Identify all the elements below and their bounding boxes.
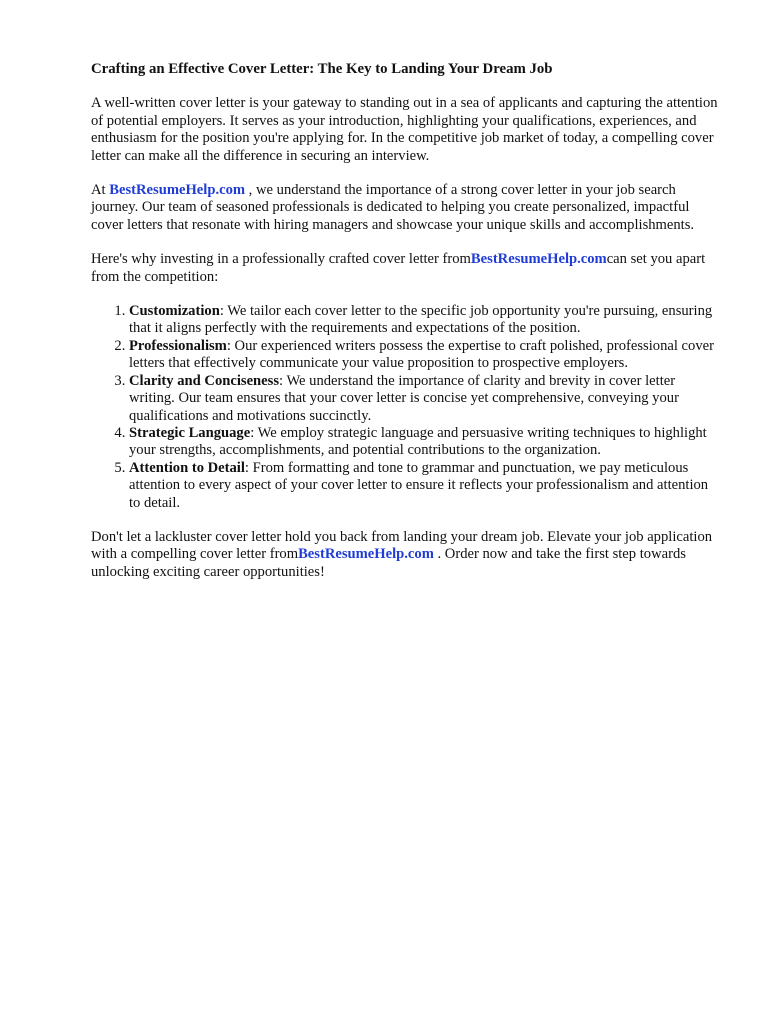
- list-item-text: : Our experienced writers possess the expertise to craft polished, professional cover letters that effectively communicate your value proposition to prospective employers.: [129, 337, 714, 372]
- benefits-list: [91, 303, 719, 512]
- list-item-text: : We understand the importance of clarity and brevity in cover letter writing. Our team ensures that your cover letter is concise yet comprehensive, conveying your qualifications and motivations succinctly.: [129, 372, 679, 424]
- list-item-term: Clarity and Conciseness: [129, 372, 279, 389]
- document-page: [91, 61, 719, 598]
- why-text-before: Here's why investing in a professionally crafted cover letter from: [91, 251, 471, 268]
- closing-text-after: . Order now and take the first step towards unlocking exciting career opportunities!: [91, 546, 686, 580]
- list-item-term: Professionalism: [129, 337, 227, 354]
- list-item-term: Attention to Detail: [129, 459, 245, 476]
- document-title: Crafting an Effective Cover Letter: The Key to Landing Your Dream Job: [91, 61, 553, 77]
- why-paragraph: [91, 251, 719, 286]
- list-item: [129, 303, 719, 338]
- list-item: [129, 338, 719, 373]
- intro-paragraph: A well-written cover letter is your gateway to standing out in a sea of applicants and capturing the attention of potential employers. It serves as your introduction, highlighting your qualifications, experiences, and enthusiasm for the position you're applying for. In the competitive job market of today, a compelling cover letter can make all the difference in securing an interview.: [91, 95, 718, 164]
- list-item: [129, 460, 719, 512]
- list-item-term: Strategic Language: [129, 424, 251, 441]
- closing-text-before: Don't let a lackluster cover letter hold you back from landing your dream job. Elevate your job application with a compelling cover letter from: [91, 528, 713, 563]
- bestresumehelp-link[interactable]: BestResumeHelp.com: [109, 182, 246, 199]
- list-item: [129, 373, 719, 425]
- bestresumehelp-link[interactable]: BestResumeHelp.com: [470, 251, 607, 268]
- list-item-term: Customization: [129, 303, 220, 320]
- about-paragraph: [91, 182, 719, 234]
- closing-paragraph: [91, 529, 719, 581]
- list-item-text: : From formatting and tone to grammar and punctuation, we pay meticulous attention to every aspect of your cover letter to ensure it reflects your professionalism and attention to detail.: [129, 459, 709, 511]
- about-text-before: At: [91, 182, 110, 199]
- bestresumehelp-link[interactable]: BestResumeHelp.com: [298, 546, 434, 563]
- about-text-after: , we understand the importance of a strong cover letter in your job search journey. Our team of seasoned professionals is dedicated to helping you create personalized, impactful cover letters that resonate with hiring managers and showcase your unique skills and accomplishments.: [91, 182, 695, 233]
- list-item: [129, 425, 719, 460]
- list-item-text: : We employ strategic language and persuasive writing techniques to highlight your strengths, accomplishments, and potential contributions to the organization.: [129, 424, 707, 459]
- why-text-after: can set you apart from the competition:: [91, 251, 706, 285]
- list-item-text: : We tailor each cover letter to the specific job opportunity you're pursuing, ensuring that it aligns perfectly with the requirements and expectations of the position.: [129, 303, 713, 337]
